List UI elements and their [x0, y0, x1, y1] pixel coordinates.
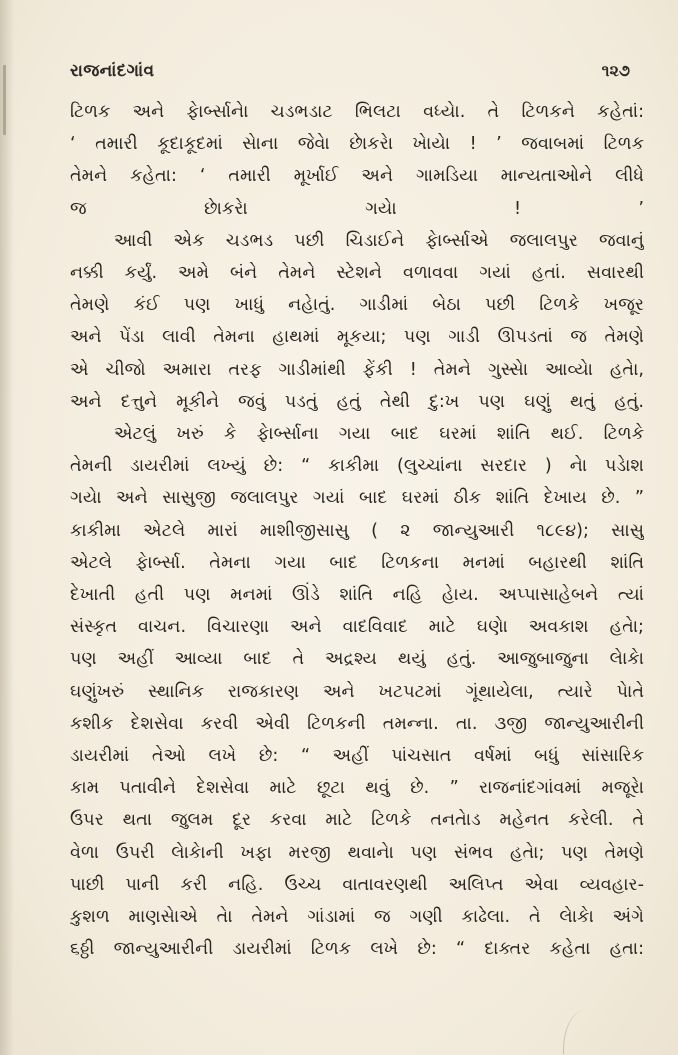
text-line: ટિળક અને ફેાર્બ્સાનેા ચડભડાટ ભિલટા વધ્યેા. તે ટિળકને કહેતાં:	[70, 102, 644, 122]
paragraph-1	[70, 96, 644, 225]
text-line: એ ચીજો અમારા તરફ ગાડીમાંથી ફેંકી ! તેમને ગુસ્સાે આવ્યાે હતાે,	[70, 359, 644, 380]
text-line: તેમને કહેતા: ‘ તમારી મૂર્ખાઈ અને ગામડિયા માન્યતાઓને લીધે	[70, 166, 644, 187]
page-number: ૧૨૭	[601, 61, 630, 80]
spine-shadow	[0, 0, 14, 1055]
text-line: આવી એક ચડભડ પછી ચિડાઈને ફેાર્બ્સાએ જલાલપુર જવાનું	[114, 230, 644, 251]
text-line: જ છાેકરાે ગયાે ! ’	[70, 198, 644, 219]
text-line: ડાયરીમાં તેઓ લખે છે: “ અહીં પાંચસાત વર્ષમાં બધું સાંસારિક	[70, 746, 644, 767]
page-header	[70, 56, 630, 86]
paragraph-2	[70, 225, 644, 418]
paragraph-3	[70, 418, 644, 965]
text-line: ઘણુંખરું સ્થાનિક રાજકારણ અને ખટપટમાં ગૂંથાયેલા, ત્યારે પાેતે	[70, 681, 644, 702]
text-line: ગયાે અને સાસુજી જલાલપુર ગયાં બાદ ઘરમાં ઠીક શાંતિ દેખાય છે. ”	[70, 488, 644, 509]
text-line: પાછી પાની કરી નહિ. ઉચ્ચ વાતાવરણથી અલિપ્ત એવા વ્યવહાર-	[70, 874, 644, 895]
running-head: રાજનાંદગાંવ	[70, 61, 155, 81]
text-line: પણ અહીં આવ્યા બાદ તે અદ્રશ્ય થયું હતું. આજુબાજુના લાેકાે	[70, 649, 644, 670]
text-line: અને દત્તુને મૂકીને જવું પડતું હતું તેથી દુ:ખ પણ ઘણું થતું હતું.	[70, 391, 644, 412]
text-line: અને પેંડા લાવી તેમના હાથમાં મૂકયા; પણ ગાડી ઊપડતાં જ તેમણે	[70, 327, 644, 348]
text-line: કશીક દેશસેવા કરવી એવી ટિળકની તમન્ના. તા. ૩જી જાન્યુઆરીની	[70, 713, 644, 734]
pencil-mark	[563, 1010, 586, 1054]
text-line: કુશળ માણસાેએ તાે તેમને ગાંડામાં જ ગણી કાઢેલા. તે લાેકાે અંગે	[70, 907, 644, 928]
text-line: વેળા ઉપરી લાેકાેની ખફા મરજી થવાનાે પણ સંભવ હતાે; પણ તેમણે	[70, 842, 644, 863]
text-line: કાકીમા એટલે મારાં માશીજીસાસુ ( ૨ જાન્યુઆરી ૧૮૯૪); સાસુ	[70, 520, 644, 541]
body-text	[70, 96, 644, 965]
text-line: તેમની ડાયરીમાં લખ્યું છે: “ કાકીમા (લુચ્ચાંના સરદાર ) નાે પડાેશ	[70, 456, 644, 477]
text-line: ઉપર થતા જુલમ દૂર કરવા માટે ટિળકે તનતાેડ મહેનત કરેલી. તે	[70, 810, 644, 831]
text-line: એટલું ખરું કે ફેાર્બ્સાના ગયા બાદ ઘરમાં શાંતિ થઈ. ટિળકે	[114, 424, 644, 445]
text-line: દેખાતી હતી પણ મનમાં ઊંડે શાંતિ નહિ હેાય. અપ્પાસાહેબને ત્યાં	[70, 585, 644, 606]
text-line: તેમણે કંઈ પણ ખાધું નહેાતું. ગાડીમાં બેઠા પછી ટિળકે ખજૂર	[70, 295, 644, 316]
text-line: ૬ઠ્ઠી જાન્યુઆરીની ડાયરીમાં ટિળક લખે છે: “ દાક્તર કહેતા હતા:	[70, 939, 644, 960]
margin-mark	[3, 65, 6, 135]
text-line: કામ પતાવીને દેશસેવા માટે છૂટા થવું છે. ” રાજનાંદગાંવમાં મજૂરાે	[70, 778, 644, 799]
text-line: નક્કી કર્યું. અમે બંને તેમને સ્ટેશને વળાવવા ગયાં હતાં. સવારથી	[70, 263, 644, 284]
text-line: એટલે ફેાર્બ્સા. તેમના ગયા બાદ ટિળકના મનમાં બહારથી શાંતિ	[70, 552, 644, 573]
text-line: ‘ તમારી કૂદાકૂદમાં સાેના જેવાે છેાકરાે ખાેયાે ! ’ જવાબમાં ટિળક	[70, 134, 644, 155]
text-line: સંસ્કૃત વાચન. વિચારણા અને વાદવિવાદ માટે ઘણાે અવકાશ હતાે;	[70, 617, 644, 638]
